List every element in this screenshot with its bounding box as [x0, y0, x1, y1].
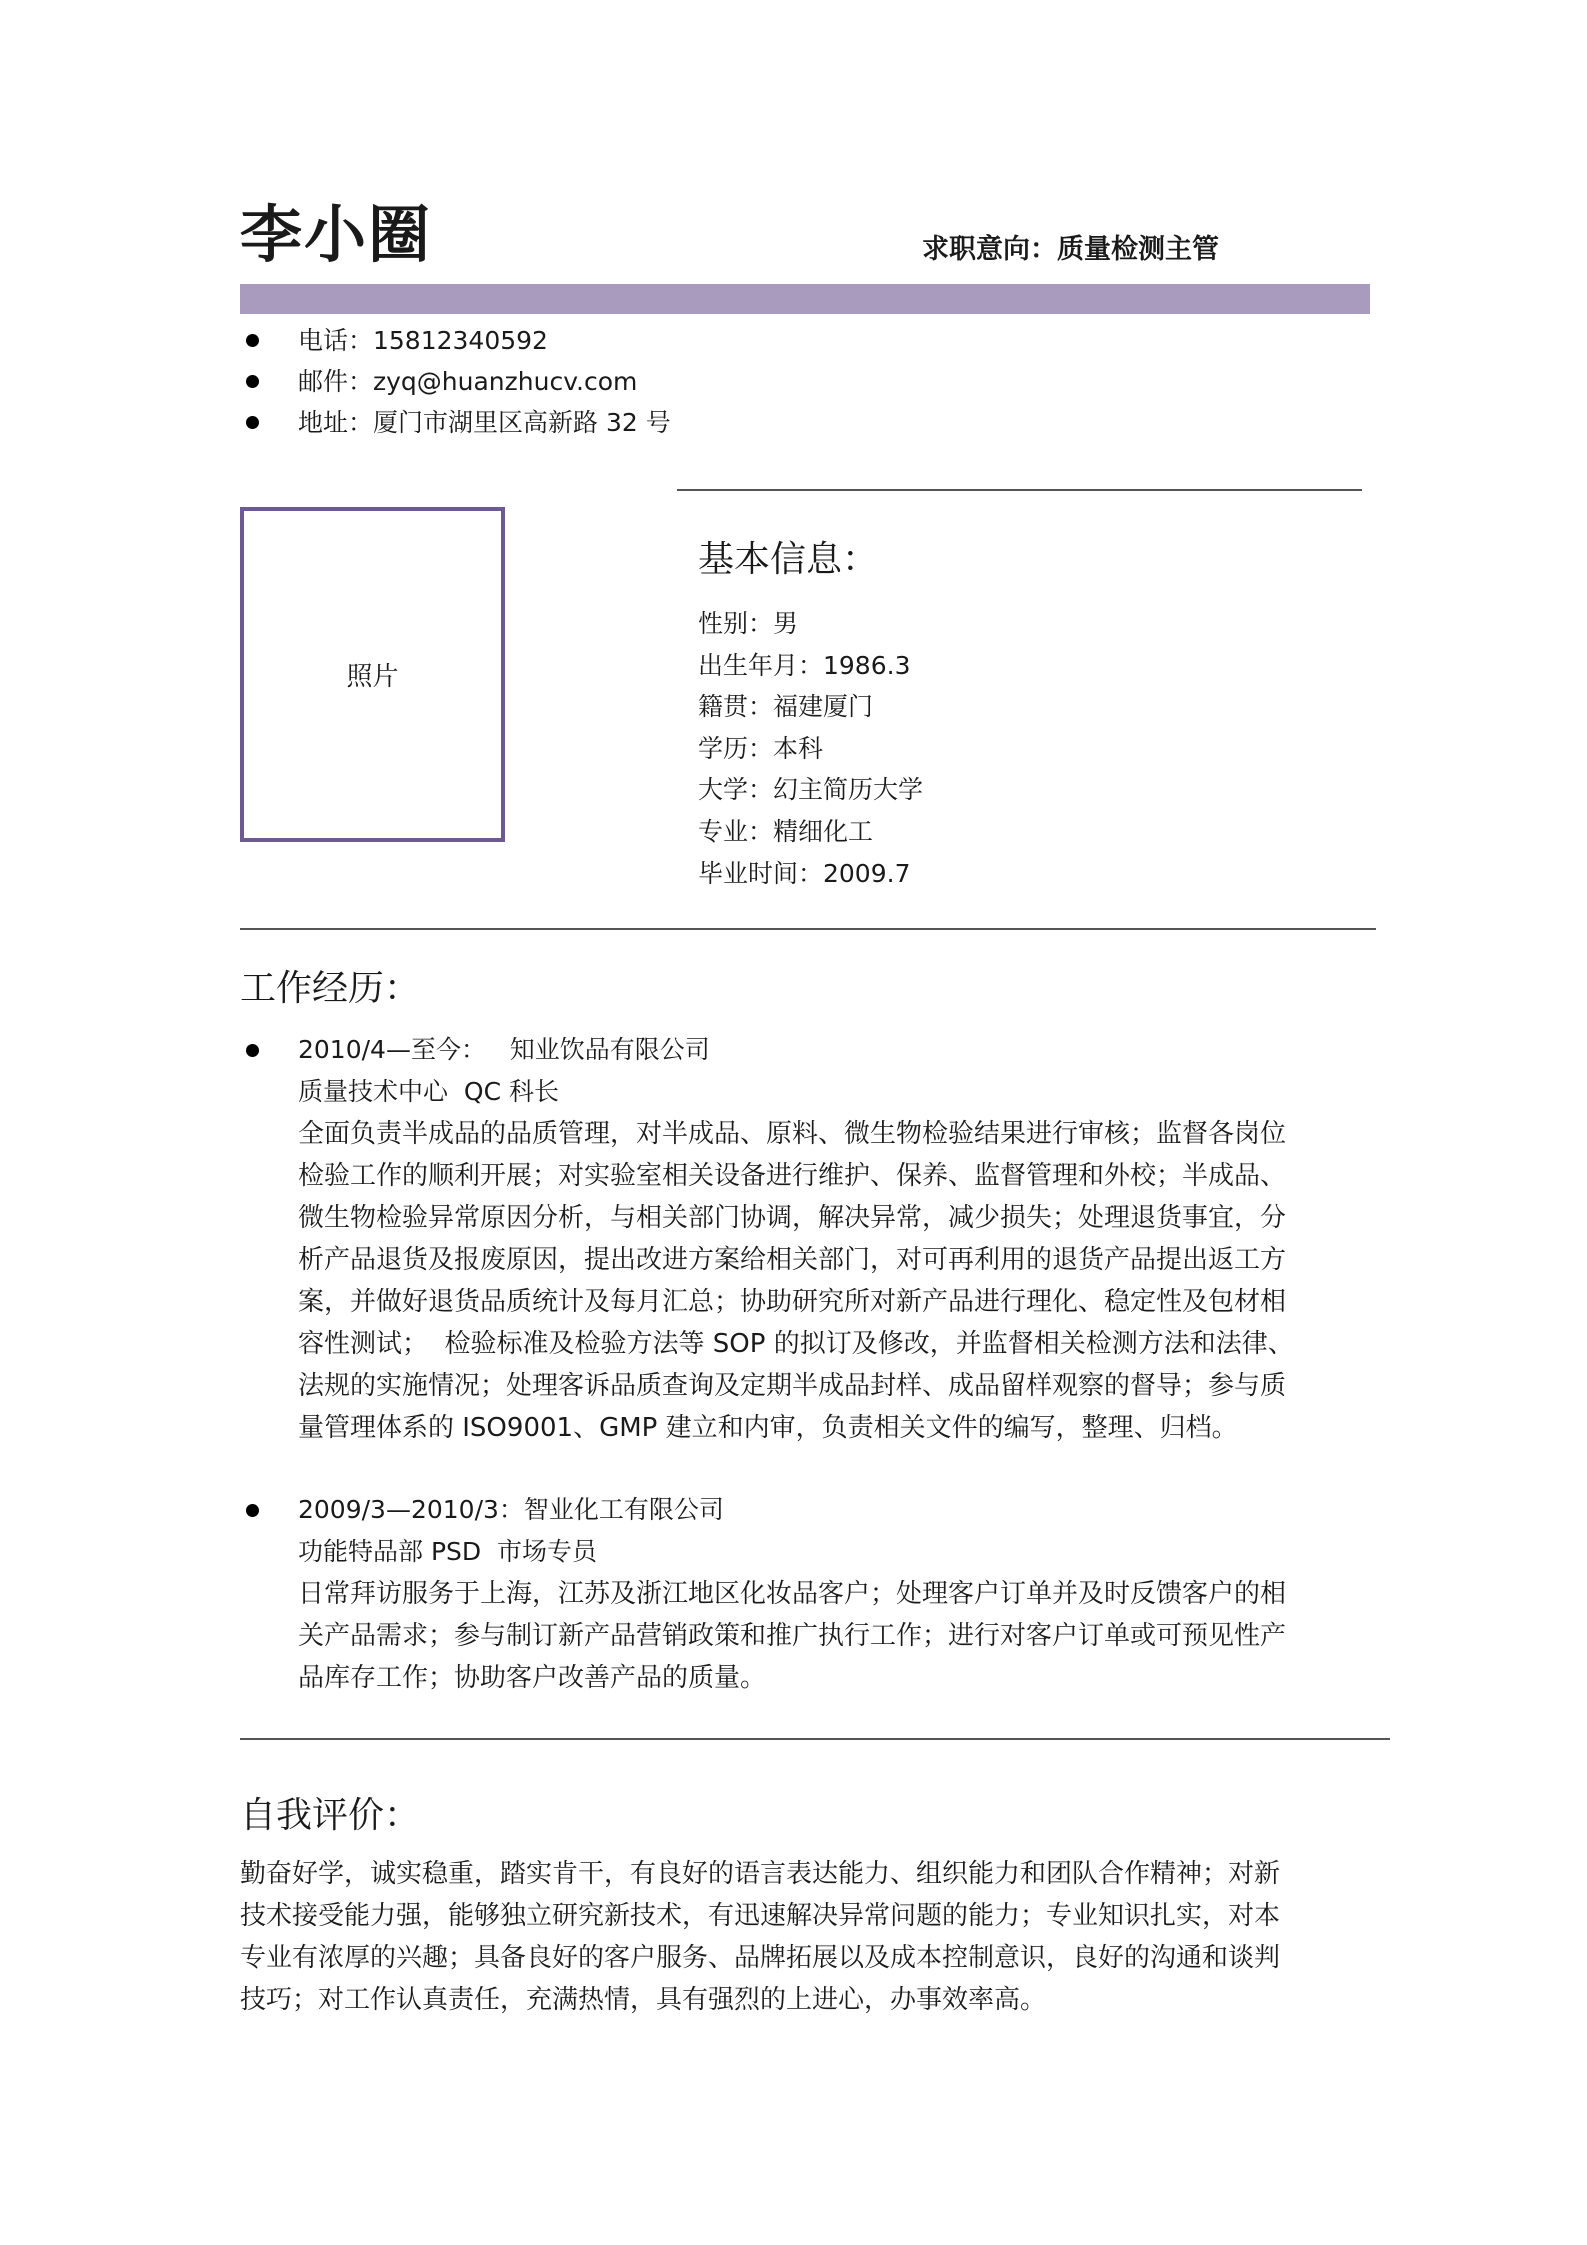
job-position: 功能特品部 PSD 市场专员	[298, 1537, 598, 1566]
self-eval-title: 自我评价：	[240, 1795, 421, 1836]
self-eval-line: 专业有浓厚的兴趣；具备良好的客户服务、品牌拓展以及成本控制意识，良好的沟通和谈判	[240, 1943, 1281, 1973]
divider	[240, 928, 1376, 930]
job-period-company: 2010/4—至今： 知业饮品有限公司	[240, 1029, 1587, 1071]
basic-info-birth: 出生年月：1986.3	[698, 650, 911, 680]
job-description-line: 全面负责半成品的品质管理，对半成品、原料、微生物检验结果进行审核；监督各岗位	[298, 1119, 1287, 1149]
self-eval-text	[240, 1853, 1350, 2021]
basic-info-title: 基本信息：	[698, 539, 879, 580]
work-title: 工作经历：	[240, 968, 421, 1009]
job-description	[298, 1113, 1587, 1449]
job-position: 质量技术中心 QC 科长	[298, 1077, 559, 1106]
job-intention: 求职意向：质量检测主管	[922, 234, 1219, 265]
contact-email: 邮件：zyq@huanzhucv.com	[240, 361, 671, 402]
basic-info-list	[698, 603, 923, 894]
bullet-icon	[246, 416, 259, 429]
job-description-line: 日常拜访服务于上海，江苏及浙江地区化妆品客户；处理客户订单并及时反馈客户的相	[298, 1579, 1287, 1609]
basic-info-major: 专业：精细化工	[698, 816, 874, 846]
job-description-line: 案，并做好退货品质统计及每月汇总；协助研究所对新产品进行理化、稳定性及包材相	[298, 1287, 1287, 1317]
basic-info-gender: 性别：男	[698, 609, 799, 638]
contact-phone: 电话：15812340592	[240, 320, 671, 361]
job-description-line: 析产品退货及报废原因，提出改进方案给相关部门，对可再利用的退货产品提出返工方	[298, 1245, 1287, 1275]
bullet-icon	[246, 375, 259, 388]
job-description-line: 微生物检验异常原因分析，与相关部门协调，解决异常，减少损失；处理退货事宜，分	[298, 1203, 1287, 1233]
photo-placeholder	[240, 507, 505, 842]
job-description-line: 检验工作的顺利开展；对实验室相关设备进行维护、保养、监督管理和外校；半成品、	[298, 1161, 1287, 1191]
basic-info-graduation: 毕业时间：2009.7	[698, 858, 911, 888]
bullet-icon	[246, 1044, 259, 1057]
job-description	[298, 1573, 1587, 1699]
job-description-line: 品库存工作；协助客户改善产品的质量。	[298, 1663, 767, 1693]
job-entry	[240, 1489, 1587, 1699]
bullet-icon	[246, 1504, 259, 1517]
self-eval-line: 勤奋好学，诚实稳重，踏实肯干，有良好的语言表达能力、组织能力和团队合作精神；对新	[240, 1859, 1281, 1889]
self-eval-line: 技术接受能力强，能够独立研究新技术，有迅速解决异常问题的能力；专业知识扎实，对本	[240, 1901, 1281, 1931]
divider	[240, 1738, 1390, 1740]
candidate-name: 李小圈	[240, 198, 433, 271]
contact-list	[240, 320, 671, 443]
job-description-line: 量管理体系的 ISO9001、GMP 建立和内审，负责相关文件的编写，整理、归档。	[298, 1413, 1238, 1443]
job-description-line: 容性测试； 检验标准及检验方法等 SOP 的拟订及修改，并监督相关检测方法和法律、	[298, 1329, 1294, 1359]
job-entry	[240, 1029, 1587, 1449]
bullet-icon	[246, 334, 259, 347]
basic-info-education: 学历：本科	[698, 733, 824, 763]
header-accent-band	[240, 284, 1370, 314]
divider	[677, 489, 1362, 491]
basic-info-university: 大学：幻主简历大学	[698, 775, 924, 805]
photo-label: 照片	[346, 662, 399, 692]
basic-info-hometown: 籍贯：福建厦门	[698, 692, 874, 722]
self-eval-line: 技巧；对工作认真责任，充满热情，具有强烈的上进心，办事效率高。	[240, 1985, 1047, 2015]
job-description-line: 法规的实施情况；处理客诉品质查询及定期半成品封样、成品留样观察的督导；参与质	[298, 1371, 1287, 1401]
job-period-company: 2009/3—2010/3：智业化工有限公司	[240, 1489, 1587, 1531]
job-description-line: 关产品需求；参与制订新产品营销政策和推广执行工作；进行对客户订单或可预见性产	[298, 1621, 1287, 1651]
contact-address: 地址：厦门市湖里区高新路 32 号	[240, 402, 671, 443]
